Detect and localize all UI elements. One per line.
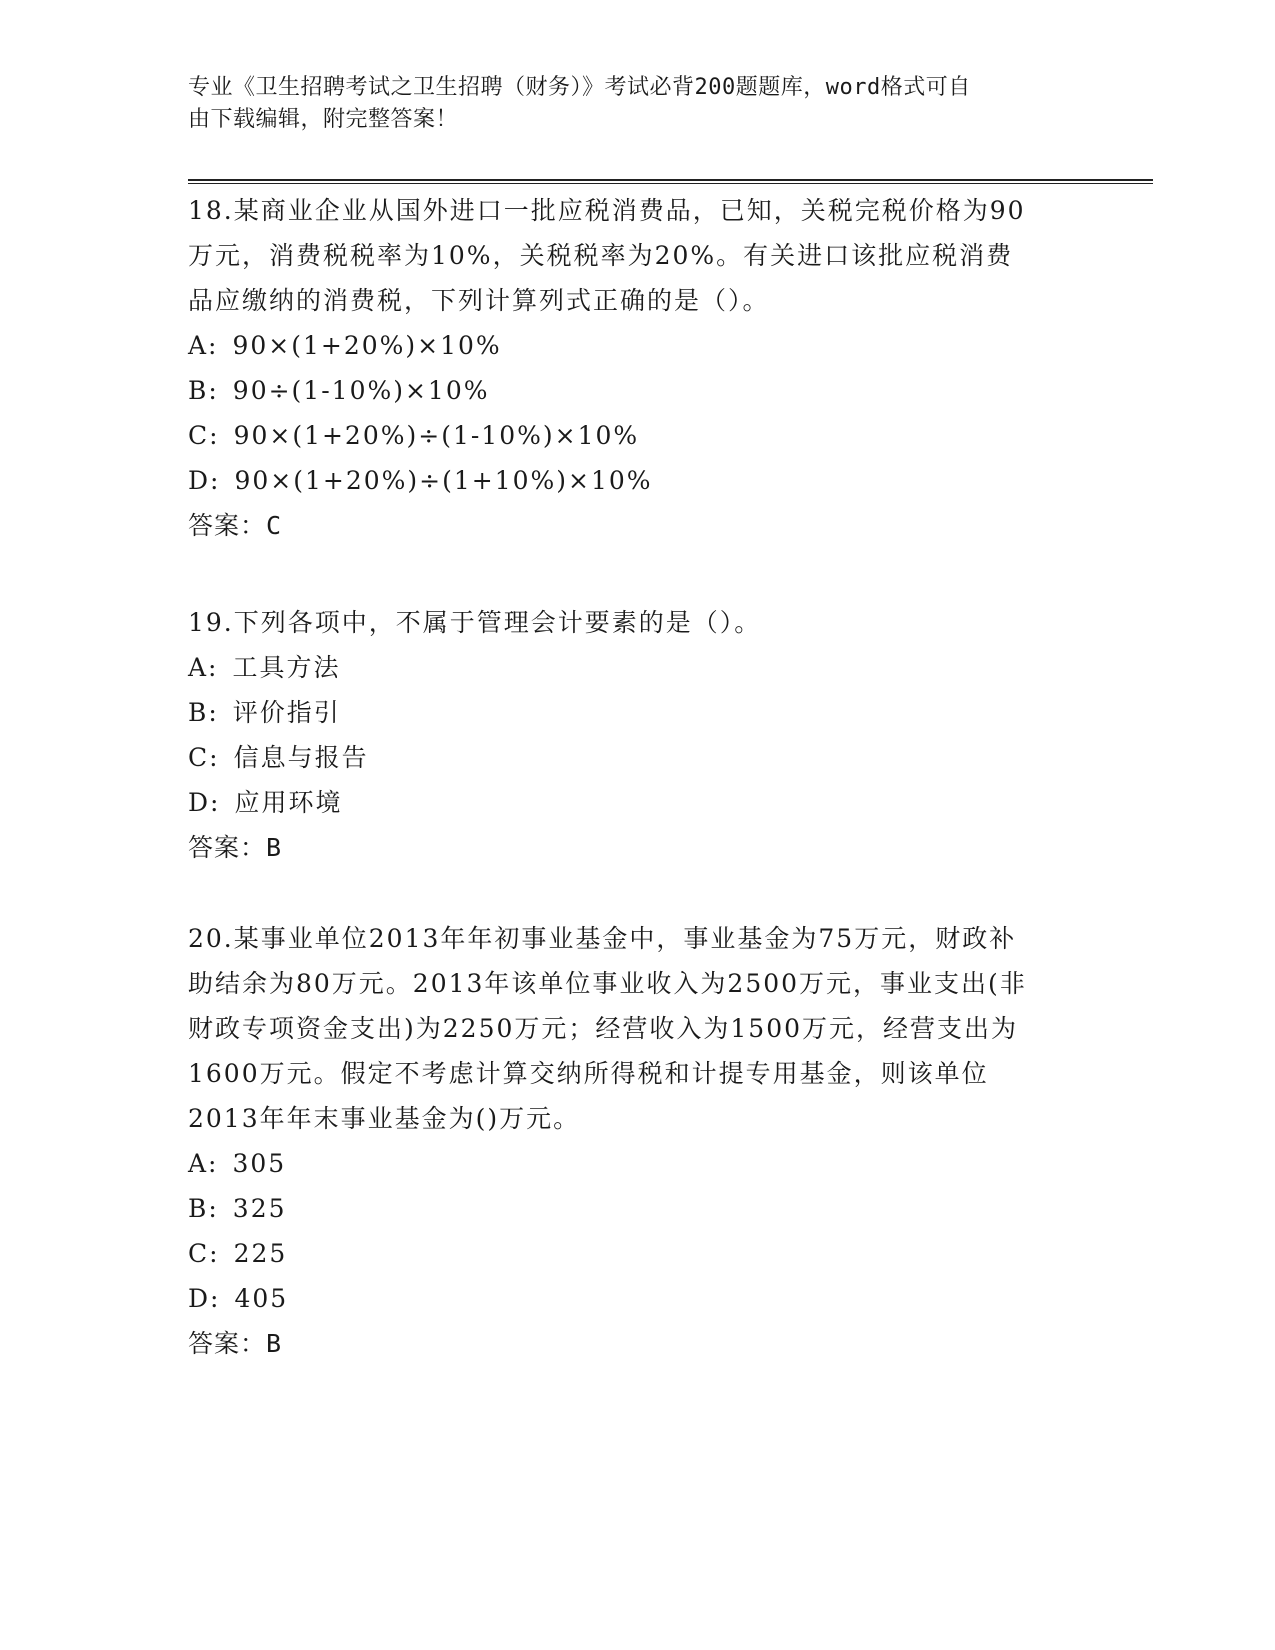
option-b [188, 1186, 1088, 1231]
option-key: A: [188, 1149, 219, 1178]
question-18 [188, 188, 1088, 548]
option-c [188, 735, 1088, 780]
option-text: 90×(1+20%)÷(1+10%)×10% [234, 466, 653, 495]
stem-line: 万元，消费税税率为10%，关税税率为20%。有关进口该批应税消费 [188, 241, 1014, 270]
question-stem [188, 600, 1088, 645]
option-b [188, 368, 1088, 413]
option-key: D: [188, 788, 221, 817]
option-d [188, 780, 1088, 825]
stem-line: 1600万元。假定不考虑计算交纳所得税和计提专用基金，则该单位 [188, 1059, 989, 1088]
option-key: A: [188, 653, 219, 682]
option-b [188, 690, 1088, 735]
header-divider [188, 179, 1153, 184]
stem-line: 助结余为80万元。2013年该单位事业收入为2500万元，事业支出(非 [188, 969, 1027, 998]
option-c [188, 413, 1088, 458]
answer-line: 答案：C [188, 511, 283, 540]
stem-line: 品应缴纳的消费税，下列计算列式正确的是（）。 [188, 286, 770, 315]
header-line: 由下载编辑，附完整答案！ [188, 107, 459, 132]
option-c [188, 1231, 1088, 1276]
option-text: 信息与报告 [233, 743, 369, 772]
option-key: B: [188, 698, 219, 727]
option-d [188, 458, 1088, 503]
option-a [188, 645, 1088, 690]
option-a [188, 1141, 1088, 1186]
option-text: 90×(1+20%)÷(1-10%)×10% [233, 421, 640, 450]
header-line: 专业《卫生招聘考试之卫生招聘（财务）》考试必背200题题库，word格式可自 [188, 75, 971, 100]
option-text: 应用环境 [234, 788, 343, 817]
option-text: 90÷(1-10%)×10% [232, 376, 490, 405]
option-text: 工具方法 [232, 653, 341, 682]
question-19 [188, 600, 1088, 870]
option-key: C: [188, 1239, 220, 1268]
option-key: C: [188, 421, 220, 450]
option-text: 225 [233, 1239, 288, 1268]
stem-line: 20.某事业单位2013年年初事业基金中，事业基金为75万元，财政补 [188, 924, 1017, 953]
option-a [188, 323, 1088, 368]
stem-line: 财政专项资金支出)为2250万元；经营收入为1500万元，经营支出为 [188, 1014, 1019, 1043]
option-d [188, 1276, 1088, 1321]
option-list [188, 323, 1088, 503]
option-text: 评价指引 [232, 698, 341, 727]
option-text: 305 [232, 1149, 287, 1178]
option-key: B: [188, 376, 219, 405]
stem-line: 18.某商业企业从国外进口一批应税消费品，已知，关税完税价格为90 [188, 196, 1026, 225]
option-key: A: [188, 331, 219, 360]
option-key: B: [188, 1194, 219, 1223]
question-20 [188, 916, 1088, 1366]
question-stem [188, 188, 1088, 323]
stem-line: 19.下列各项中，不属于管理会计要素的是（）。 [188, 608, 762, 637]
stem-line: 2013年年末事业基金为()万元。 [188, 1104, 581, 1133]
option-key: D: [188, 466, 221, 495]
option-list [188, 645, 1088, 825]
option-key: C: [188, 743, 220, 772]
answer-line: 答案：B [188, 833, 283, 862]
question-stem [188, 916, 1088, 1141]
option-text: 90×(1+20%)×10% [232, 331, 502, 360]
option-key: D: [188, 1284, 221, 1313]
document-header [188, 72, 1078, 136]
option-text: 325 [232, 1194, 287, 1223]
answer-line: 答案：B [188, 1329, 283, 1358]
option-text: 405 [234, 1284, 289, 1313]
option-list [188, 1141, 1088, 1321]
